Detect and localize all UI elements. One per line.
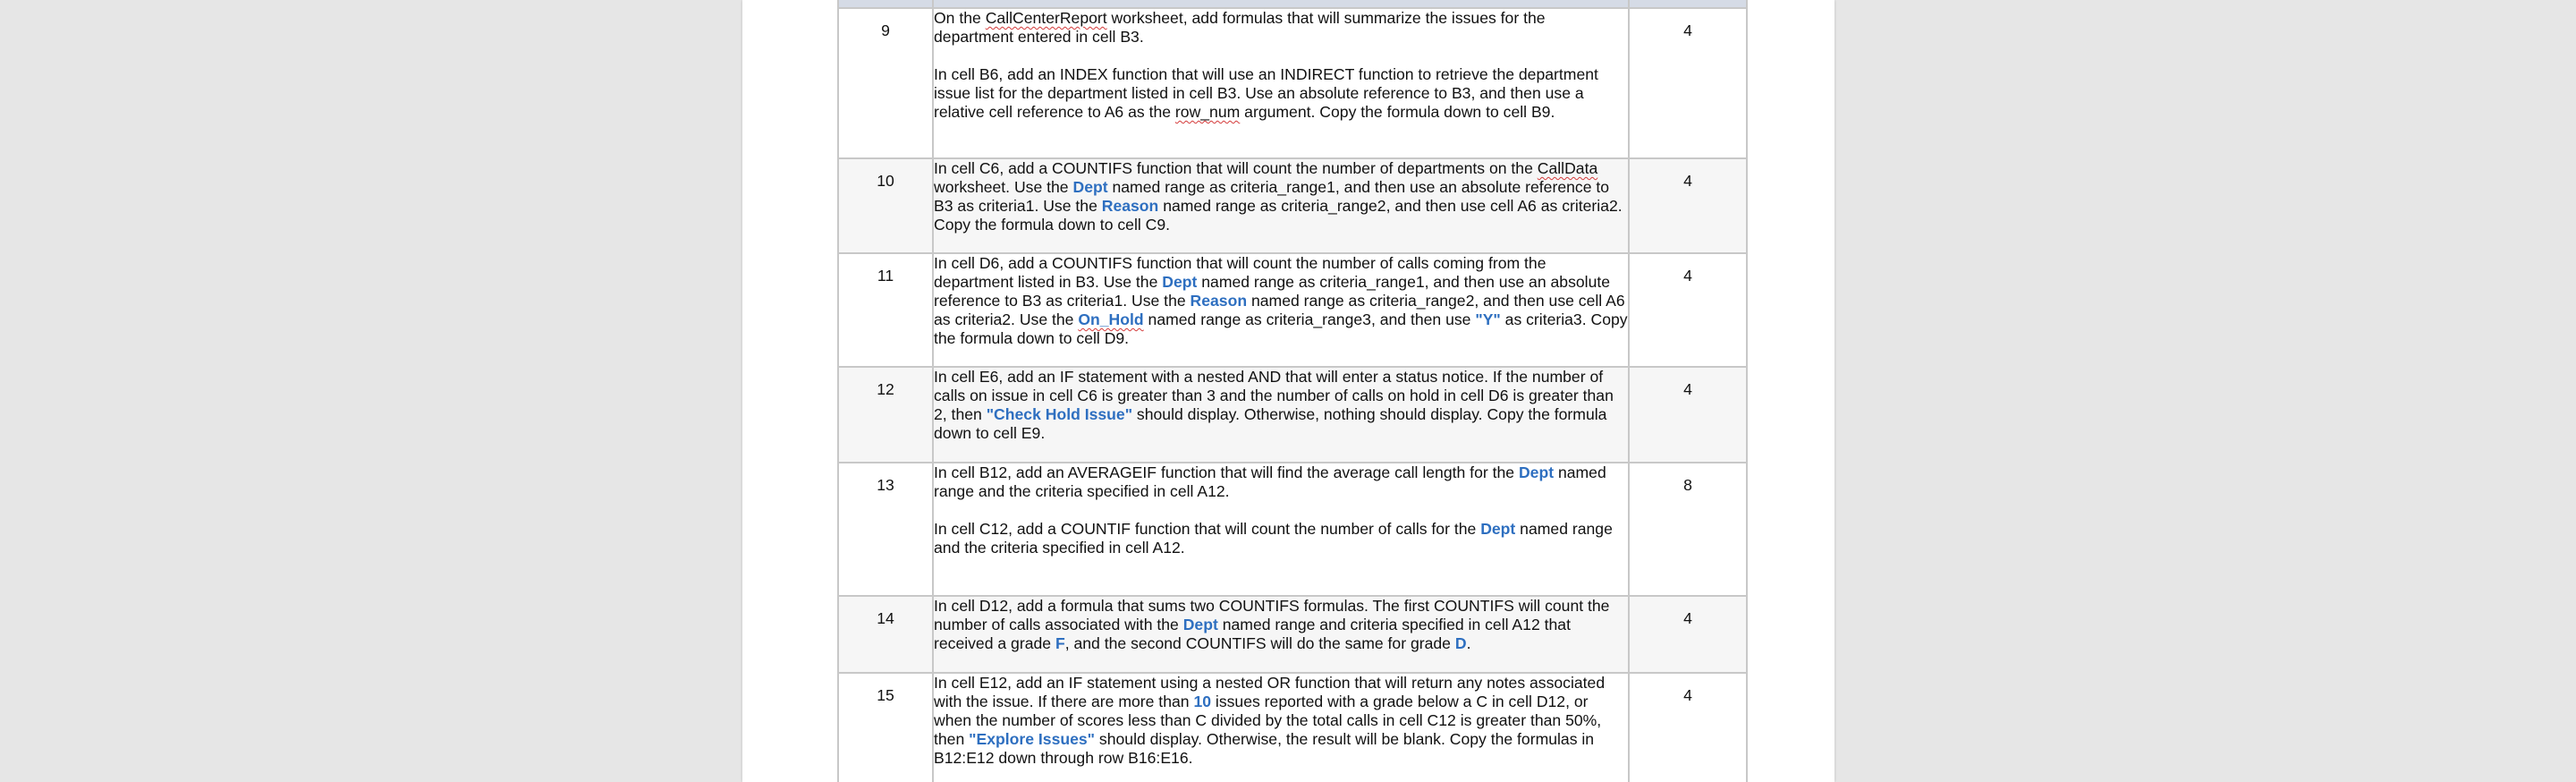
instructions-table (837, 0, 1748, 782)
table-header-row (838, 0, 1747, 8)
step-points: 8 (1629, 463, 1747, 596)
named-range-keyword: Dept (1182, 616, 1218, 633)
spellcheck-word[interactable]: CallCenterReport (985, 9, 1107, 27)
named-range-keyword[interactable]: On_Hold (1078, 310, 1144, 328)
table-row (838, 367, 1747, 463)
step-description: In cell D6, add a COUNTIFS function that will count the number of calls coming from the department listed in B3. Use the Dept named range as criteria_range1, and then use an absolute reference to B3 as criteria1. Use the Reason named range as criteria_range2, and then use cell A6 as criteria2. Use the On_Hold named range as criteria_range3, and then use "Y" as criteria3. Copy the formula down to cell D9. (933, 253, 1629, 367)
step-points: 4 (1629, 673, 1747, 782)
step-points: 4 (1629, 8, 1747, 158)
spellcheck-word[interactable]: CallData (1537, 159, 1598, 177)
criteria-value-keyword: "Y" (1475, 310, 1501, 328)
step-number: 9 (838, 8, 933, 158)
table-row (838, 253, 1747, 367)
table-row (838, 596, 1747, 673)
named-range-keyword: Dept (1162, 273, 1198, 291)
named-range-keyword: Reason (1101, 197, 1159, 215)
grade-keyword: D (1454, 634, 1467, 652)
display-text-keyword: "Check Hold Issue" (986, 405, 1133, 423)
step-points: 4 (1629, 367, 1747, 463)
table-row (838, 8, 1747, 158)
table-row (838, 673, 1747, 782)
named-range-keyword: Reason (1190, 292, 1248, 310)
step-description: In cell B12, add an AVERAGEIF function that will find the average call length for the Dept named range and the criteria specified in cell A12. In cell C12, add a COUNTIF function that will count the number of calls for the Dept named range and the criteria specified in cell A12. (933, 463, 1629, 596)
table-row (838, 158, 1747, 253)
step-number: 11 (838, 253, 933, 367)
step-points: 4 (1629, 158, 1747, 253)
step-number: 13 (838, 463, 933, 596)
step-description: In cell D12, add a formula that sums two COUNTIFS formulas. The first COUNTIFS will count the number of calls associated with the Dept named range and criteria specified in cell A12 that received a grade F, and the second COUNTIFS will do the same for grade D. (933, 596, 1629, 673)
step-number: 15 (838, 673, 933, 782)
named-range-keyword: Dept (1480, 520, 1516, 538)
step-number: 10 (838, 158, 933, 253)
step-description: On the CallCenterReport worksheet, add formulas that will summarize the issues for the department entered in cell B3. In cell B6, add an INDEX function that will use an INDIRECT function to retrieve the department issue list for the department listed in cell B3. Use an absolute reference to B3, and then use a relative cell reference to A6 as the row_num argument. Copy the formula down to cell B9. (933, 8, 1629, 158)
table-row (838, 463, 1747, 596)
step-description: In cell E12, add an IF statement using a nested OR function that will return any notes associated with the issue. If there are more than 10 issues reported with a grade below a C in cell D12, or when the number of scores less than C divided by the total calls in cell C12 is greater than 50%, then "Explore Issues" should display. Otherwise, the result will be blank. Copy the formulas in B12:E12 down through row B16:E16. (933, 673, 1629, 782)
named-range-keyword: Dept (1518, 463, 1555, 481)
step-points: 4 (1629, 596, 1747, 673)
step-description: In cell E6, add an IF statement with a nested AND that will enter a status notice. If the number of calls on issue in cell C6 is greater than 3 and the number of calls on hold in cell D6 is greater than 2, then "Check Hold Issue" should display. Otherwise, nothing should display. Copy the formula down to cell E9. (933, 367, 1629, 463)
spellcheck-word[interactable]: row_num (1174, 103, 1241, 121)
step-description: In cell C6, add a COUNTIFS function that will count the number of departments on the CallData worksheet. Use the Dept named range as criteria_range1, and then use an absolute reference to B3 as criteria1. Use the Reason named range as criteria_range2, and then use cell A6 as criteria2. Copy the formula down to cell C9. (933, 158, 1629, 253)
step-number: 14 (838, 596, 933, 673)
grade-keyword: F (1055, 634, 1065, 652)
display-text-keyword: "Explore Issues" (969, 730, 1096, 748)
step-number: 12 (838, 367, 933, 463)
named-range-keyword: Dept (1072, 178, 1108, 196)
threshold-keyword: 10 (1193, 693, 1212, 710)
document-page (742, 0, 1835, 782)
step-points: 4 (1629, 253, 1747, 367)
